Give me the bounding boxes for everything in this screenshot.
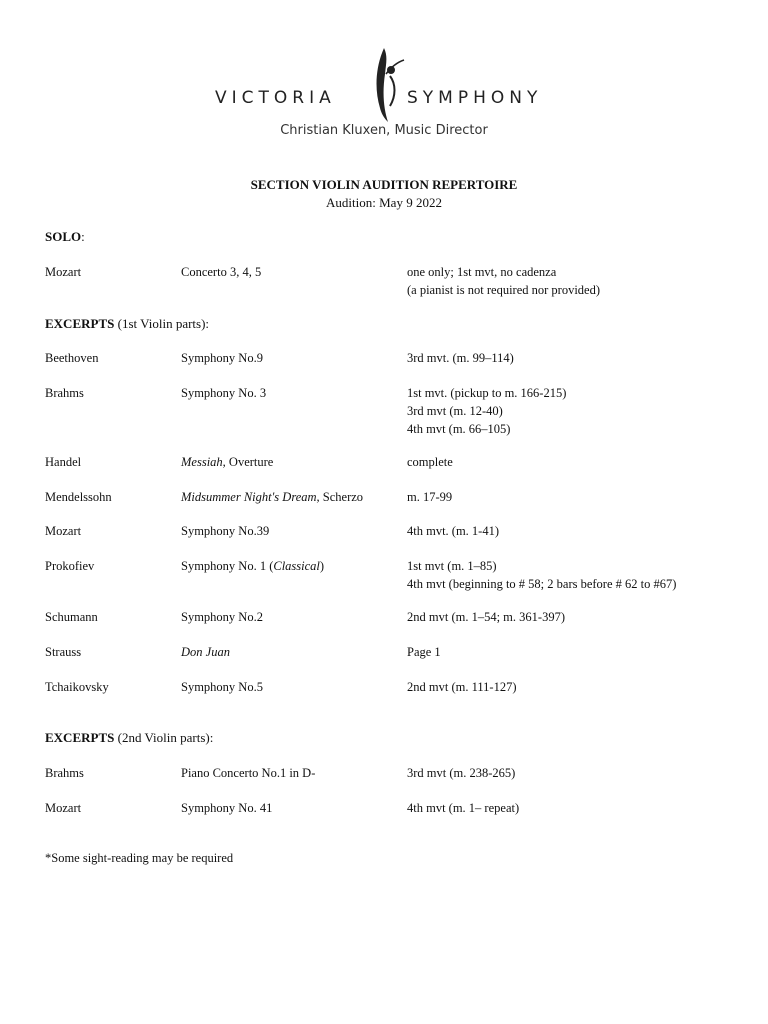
- excerpts-heading-label: EXCERPTS: [45, 730, 115, 745]
- composer: Mendelssohn: [45, 490, 112, 504]
- composer: Handel: [45, 455, 82, 469]
- brand-victoria: VICTORIA: [215, 88, 336, 108]
- solo-heading-colon: :: [81, 229, 85, 244]
- work-title-rest: ): [319, 559, 325, 573]
- note-line: 1st mvt (m. 1–85): [407, 559, 497, 573]
- work-title-rest: Scherzo: [319, 490, 364, 504]
- note-line: one only; 1st mvt, no cadenza: [407, 265, 557, 279]
- solo-heading: [45, 229, 85, 245]
- excerpts-2nd-heading: [45, 730, 213, 746]
- excerpts-1st-heading: [45, 316, 209, 332]
- notes: complete: [407, 455, 453, 469]
- work: Symphony No. 41: [181, 801, 273, 815]
- work: [181, 488, 363, 506]
- conductor-figure-icon: [366, 44, 408, 124]
- work-title-italic: Messiah,: [181, 455, 226, 469]
- note-line: (a pianist is not required nor provided): [407, 283, 601, 297]
- excerpts-heading-label: EXCERPTS: [45, 316, 115, 331]
- work: Concerto 3, 4, 5: [181, 265, 262, 279]
- notes: 2nd mvt (m. 1–54; m. 361-397): [407, 610, 565, 624]
- composer: Tchaikovsky: [45, 680, 109, 694]
- work: [181, 557, 324, 575]
- excerpts-heading-sub: (2nd Violin parts):: [114, 730, 214, 745]
- music-director-line: Christian Kluxen, Music Director: [280, 123, 488, 138]
- notes: Page 1: [407, 645, 441, 659]
- work: Symphony No.39: [181, 524, 270, 538]
- work-title-italic: Classical: [273, 559, 320, 573]
- work-title-rest: Overture: [225, 455, 274, 469]
- composer: Mozart: [45, 801, 82, 815]
- composer: Mozart: [45, 524, 82, 538]
- work: Symphony No. 3: [181, 386, 267, 400]
- note-line: 4th mvt (beginning to # 58; 2 bars before # 62 to #67): [407, 577, 677, 591]
- brand-symphony: SYMPHONY: [407, 88, 543, 108]
- excerpts-heading-sub: (1st Violin parts):: [114, 316, 210, 331]
- notes: 2nd mvt (m. 111-127): [407, 680, 517, 694]
- notes: [407, 384, 566, 438]
- notes: 4th mvt (m. 1– repeat): [407, 801, 520, 815]
- notes: [407, 557, 676, 593]
- audition-date: Audition: May 9 2022: [326, 195, 442, 210]
- notes: 4th mvt. (m. 1-41): [407, 524, 500, 538]
- notes: 3rd mvt (m. 238-265): [407, 766, 516, 780]
- work: Piano Concerto No.1 in D-: [181, 766, 316, 780]
- work: Symphony No.2: [181, 610, 263, 624]
- notes: [407, 263, 600, 299]
- work: [181, 453, 273, 471]
- footnote: *Some sight-reading may be required: [45, 851, 234, 865]
- work: Don Juan: [181, 645, 230, 659]
- composer: Prokofiev: [45, 559, 95, 573]
- composer: Strauss: [45, 645, 82, 659]
- note-line: 3rd mvt (m. 12-40): [407, 404, 503, 418]
- composer: Beethoven: [45, 351, 99, 365]
- composer: Mozart: [45, 265, 82, 279]
- work-title-italic: Midsummer Night's Dream,: [181, 490, 320, 504]
- composer: Schumann: [45, 610, 98, 624]
- notes: 3rd mvt. (m. 99–114): [407, 351, 514, 365]
- solo-heading-label: SOLO: [45, 229, 82, 244]
- composer: Brahms: [45, 766, 84, 780]
- note-line: 1st mvt. (pickup to m. 166-215): [407, 386, 567, 400]
- work: Symphony No.9: [181, 351, 263, 365]
- composer: Brahms: [45, 386, 84, 400]
- work: Symphony No.5: [181, 680, 263, 694]
- work-title-pre: Symphony No. 1 (: [181, 559, 274, 573]
- page-title: SECTION VIOLIN AUDITION REPERTOIRE: [250, 177, 518, 192]
- notes: m. 17-99: [407, 490, 453, 504]
- note-line: 4th mvt (m. 66–105): [407, 422, 511, 436]
